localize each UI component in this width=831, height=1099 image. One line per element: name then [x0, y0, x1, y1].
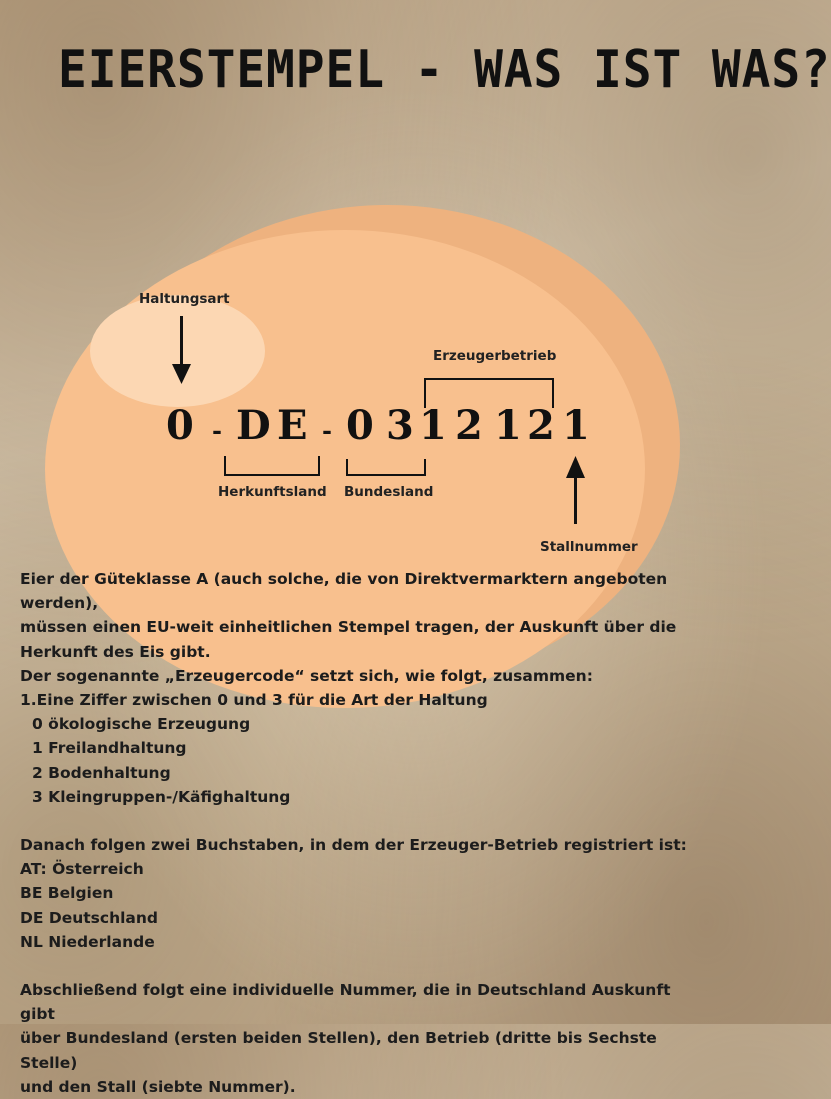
- code-haltung: 0: [166, 402, 194, 449]
- code-dash: -: [212, 416, 222, 445]
- label-haltungsart: Haltungsart: [139, 291, 230, 307]
- label-stallnummer: Stallnummer: [540, 539, 638, 555]
- code-digit: 1: [419, 402, 447, 449]
- explanation-text: [20, 567, 710, 1099]
- label-herkunftsland: Herkunftsland: [218, 484, 327, 500]
- country-item: BE Belgien: [20, 884, 114, 903]
- label-bundesland: Bundesland: [344, 484, 434, 500]
- egg-highlight: [90, 295, 265, 407]
- code-stall-digit: 1: [562, 402, 590, 449]
- label-erzeugerbetrieb: Erzeugerbetrieb: [433, 348, 557, 364]
- code-digit: 0: [346, 402, 374, 449]
- haltung-item: 0 ökologische Erzeugung: [32, 715, 251, 734]
- intro-line: Herkunft des Eis gibt.: [20, 642, 211, 661]
- countries-intro: Danach folgen zwei Buchstaben, in dem der Erzeuger-Betrieb registriert ist:: [20, 836, 687, 855]
- point-haltung: 1.Eine Ziffer zwischen 0 und 3 für die Art der Haltung: [20, 691, 488, 710]
- code-digit: 3: [386, 402, 414, 449]
- haltung-item: 3 Kleingruppen-/Käfighaltung: [32, 787, 291, 806]
- code-land-letter: E: [277, 402, 308, 449]
- intro-line: Eier der Güteklasse A (auch solche, die von Direktvermarktern angeboten werden),: [20, 570, 668, 613]
- intro-line: müssen einen EU-weit einheitlichen Stempel tragen, der Auskunft über die: [20, 618, 677, 637]
- code-digit: 1: [494, 402, 522, 449]
- page-title: EIERSTEMPEL - WAS IST WAS?: [58, 40, 831, 100]
- code-land-letter: D: [236, 402, 271, 449]
- outro-line: über Bundesland (ersten beiden Stellen), den Betrieb (dritte bis Sechste Stelle): [20, 1029, 657, 1072]
- code-dash: -: [322, 416, 332, 445]
- code-digit: 2: [455, 402, 483, 449]
- egg-code: [0, 402, 724, 462]
- code-digit: 2: [527, 402, 555, 449]
- country-item: NL Niederlande: [20, 932, 155, 951]
- haltung-item: 1 Freilandhaltung: [32, 739, 187, 758]
- outro-line: Abschließend folgt eine individuelle Nummer, die in Deutschland Auskunft gibt: [20, 981, 671, 1024]
- country-item: DE Deutschland: [20, 908, 159, 927]
- country-item: AT: Österreich: [20, 860, 144, 879]
- intro-line: Der sogenannte „Erzeugercode“ setzt sich, wie folgt, zusammen:: [20, 666, 593, 685]
- outro-line: und den Stall (siebte Nummer).: [20, 1077, 296, 1096]
- haltung-item: 2 Bodenhaltung: [32, 763, 171, 782]
